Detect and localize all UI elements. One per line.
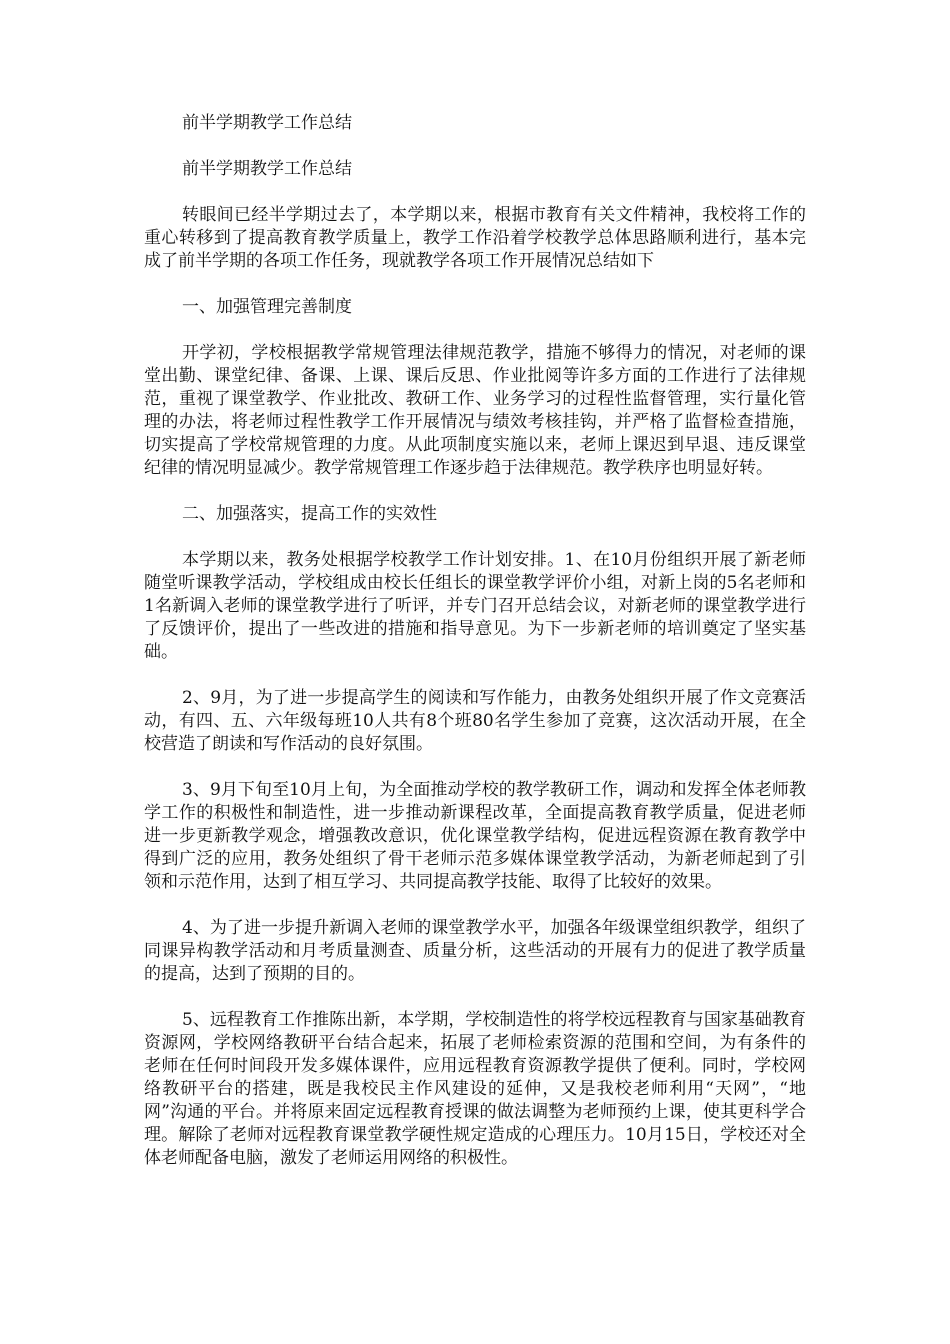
section-2-item-3: 3、9月下旬至10月上旬，为全面推动学校的教学教研工作，调动和发挥全体老师教学工作的积极性和制造性，进一步推动新课程改革，全面提高教育教学质量，促进老师进一步更新教学观念，增强教改意识，优化课堂教学结构，促进远程资源在教育教学中得到广泛的应用，教务处组织了骨干老师示范多媒体课堂教学活动，为新老师起到了引领和示范作用，达到了相互学习、共同提高教学技能、取得了比较好的效果。 xyxy=(144,780,806,892)
section-2-item-5: 5、远程教育工作推陈出新，本学期，学校制造性的将学校远程教育与国家基础教育资源网，学校网络教研平台结合起来，拓展了老师检索资源的范围和空间，为有条件的老师在任何时间段开发多媒体课件，应用远程教育资源教学提供了便利。同时，学校网络教研平台的搭建，既是我校民主作风建设的延伸，又是我校老师利用“天网”，“地网”沟通的平台。并将原来固定远程教育授课的做法调整为老师预约上课，使其更科学合理。解除了老师对远程教育课堂教学硬性规定造成的心理压力。10月15日，学校还对全体老师配备电脑，激发了老师运用网络的积极性。 xyxy=(144,1010,806,1168)
intro-paragraph: 转眼间已经半学期过去了，本学期以来，根据市教育有关文件精神，我校将工作的重心转移到了提高教育教学质量上，教学工作沿着学校教学总体思路顺利进行，基本完成了前半学期的各项工作任务，现就教学各项工作开展情况总结如下 xyxy=(144,205,806,271)
section-2-item-1: 本学期以来，教务处根据学校教学工作计划安排。1、在10月份组织开展了新老师随堂听课教学活动，学校组成由校长任组长的课堂教学评价小组，对新上岗的5名老师和1名新调入老师的课堂教学进行了听评，并专门召开总结会议，对新老师的课堂教学进行了反馈评价，提出了一些改进的措施和指导意见。为下一步新老师的培训奠定了坚实基础。 xyxy=(144,550,806,662)
section-2-heading: 二、加强落实，提高工作的实效性 xyxy=(182,504,437,524)
section-1-paragraph: 开学初，学校根据教学常规管理法律规范教学，措施不够得力的情况，对老师的课堂出勤、课堂纪律、备课、上课、课后反思、作业批阅等许多方面的工作进行了法律规范，重视了课堂教学、作业批改、教研工作、业务学习的过程性监督管理，实行量化管理的办法，将老师过程性教学工作开展情况与绩效考核挂钩，并严格了监督检查措施，切实提高了学校常规管理的力度。从此项制度实施以来，老师上课迟到早退、违反课堂纪律的情况明显减少。教学常规管理工作逐步趋于法律规范。教学秩序也明显好转。 xyxy=(144,343,806,478)
section-2-item-4: 4、为了进一步提升新调入老师的课堂教学水平，加强各年级课堂组织教学，组织了同课异构教学活动和月考质量测查、质量分析，这些活动的开展有力的促进了教学质量的提高，达到了预期的目的。 xyxy=(144,918,806,984)
document-title: 前半学期教学工作总结 xyxy=(182,113,352,133)
section-1-heading: 一、加强管理完善制度 xyxy=(182,297,352,317)
section-2-item-2: 2、9月，为了进一步提高学生的阅读和写作能力，由教务处组织开展了作文竞赛活动，有四、五、六年级每班10人共有8个班80名学生参加了竞赛，这次活动开展，在全校营造了朗读和写作活动的良好氛围。 xyxy=(144,688,806,754)
document-page xyxy=(144,112,806,1193)
document-subtitle: 前半学期教学工作总结 xyxy=(182,159,352,179)
